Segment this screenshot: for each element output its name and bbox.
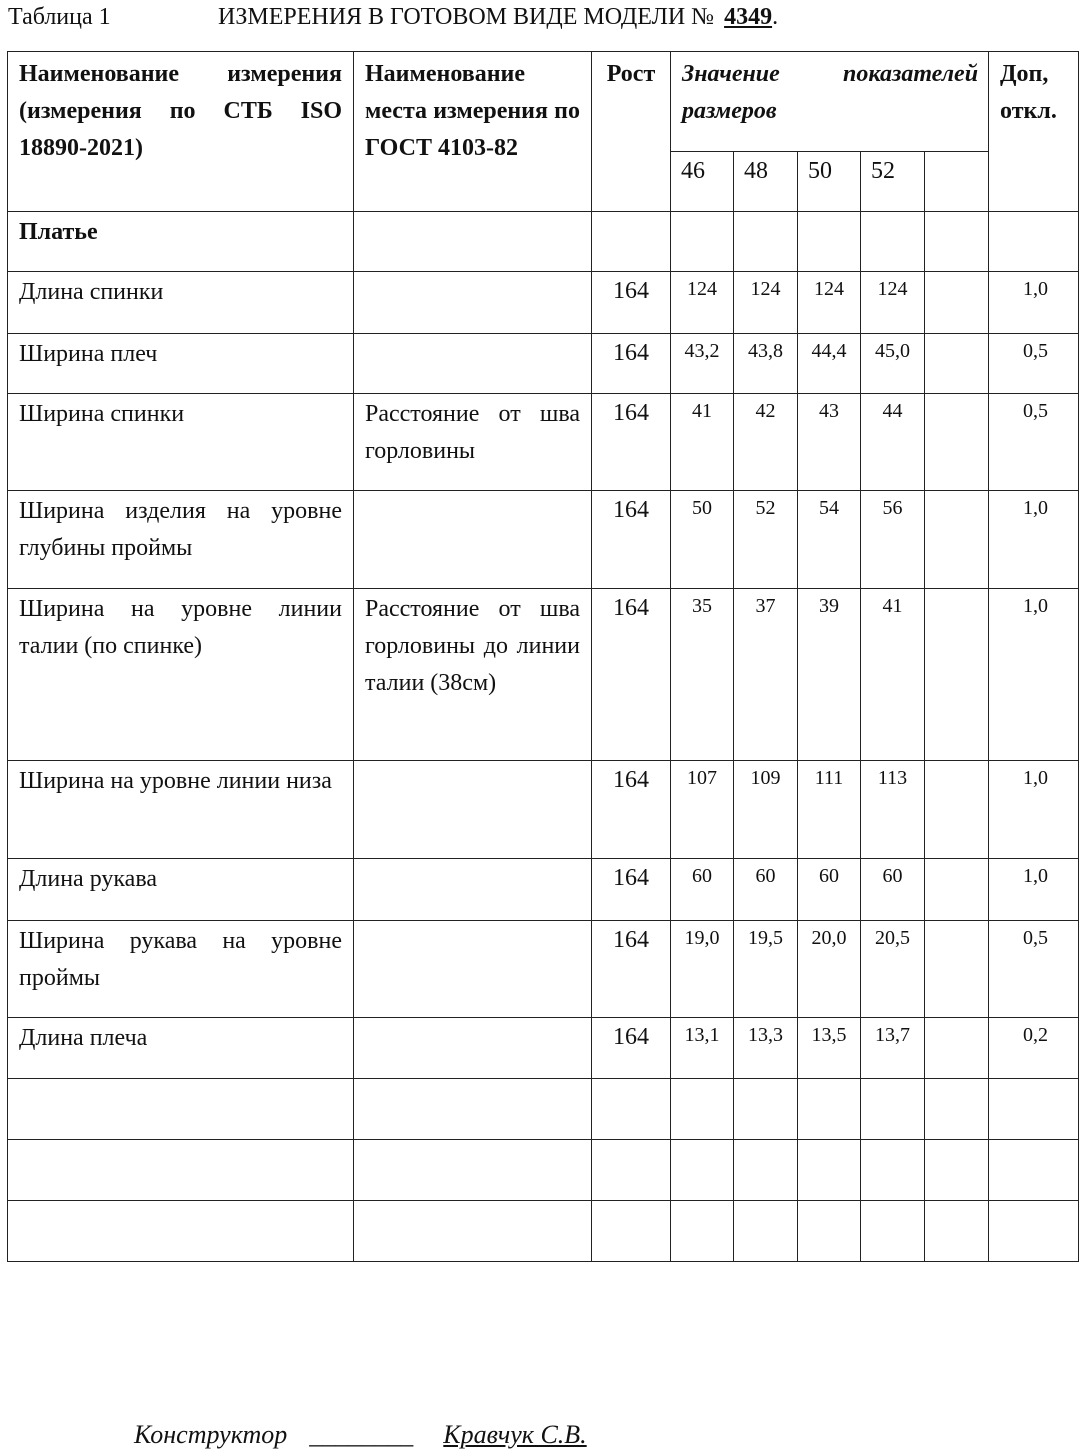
measurement-place: Расстояние от шва горловины до линии талии (38см) <box>354 589 592 761</box>
table-row <box>8 859 1079 921</box>
tolerance-value: 0,2 <box>989 1018 1079 1079</box>
size-value: 43 <box>798 394 861 491</box>
signer-name: Кравчук С.В. <box>443 1420 587 1449</box>
size-value: 44 <box>861 394 925 491</box>
size-52: 52 <box>861 152 925 212</box>
size-value: 13,7 <box>861 1018 925 1079</box>
size-value: 44,4 <box>798 334 861 394</box>
size-value: 37 <box>734 589 798 761</box>
header-tolerance: Доп, откл. <box>989 52 1079 212</box>
model-number: 4349 <box>724 4 773 30</box>
table-label: Таблица 1 <box>8 4 111 30</box>
header-measurement-name: Наименование измерения (измерения по СТБ ISO 18890-2021) <box>8 52 354 212</box>
size-value: 43,2 <box>671 334 734 394</box>
size-value: 60 <box>861 859 925 921</box>
value-empty <box>925 491 989 589</box>
height-value: 164 <box>592 761 671 859</box>
size-value: 113 <box>861 761 925 859</box>
tolerance-value: 1,0 <box>989 859 1079 921</box>
size-value: 13,5 <box>798 1018 861 1079</box>
section-row <box>8 212 1079 272</box>
table-row <box>8 761 1079 859</box>
empty-row <box>8 1140 1079 1201</box>
size-value: 42 <box>734 394 798 491</box>
size-46: 46 <box>671 152 734 212</box>
tolerance-value: 1,0 <box>989 272 1079 334</box>
size-value: 111 <box>798 761 861 859</box>
section-title: Платье <box>8 212 354 272</box>
measurement-place <box>354 334 592 394</box>
size-value: 54 <box>798 491 861 589</box>
table-row <box>8 589 1079 761</box>
value-empty <box>925 272 989 334</box>
title-end: . <box>772 4 779 30</box>
size-value: 50 <box>671 491 734 589</box>
size-value: 45,0 <box>861 334 925 394</box>
tolerance-value: 1,0 <box>989 589 1079 761</box>
size-value: 60 <box>671 859 734 921</box>
size-value: 20,5 <box>861 921 925 1018</box>
title-text: ИЗМЕРЕНИЯ В ГОТОВОМ ВИДЕ МОДЕЛИ № <box>218 4 715 30</box>
table-row <box>8 394 1079 491</box>
height-value: 164 <box>592 334 671 394</box>
size-value: 35 <box>671 589 734 761</box>
value-empty <box>925 859 989 921</box>
header-place-name: Наименование места измерения по ГОСТ 4103-82 <box>354 52 592 212</box>
size-48: 48 <box>734 152 798 212</box>
table-row <box>8 272 1079 334</box>
table-caption <box>0 2 1087 38</box>
size-value: 124 <box>734 272 798 334</box>
size-value: 107 <box>671 761 734 859</box>
measurement-name: Ширина на уровне линии низа <box>8 761 354 859</box>
tolerance-value: 0,5 <box>989 334 1079 394</box>
height-value: 164 <box>592 491 671 589</box>
measurement-name: Ширина на уровне линии талии (по спинке) <box>8 589 354 761</box>
empty-row <box>8 1079 1079 1140</box>
value-empty <box>925 394 989 491</box>
document-title <box>218 4 778 31</box>
table-row <box>8 491 1079 589</box>
value-empty <box>925 1018 989 1079</box>
measurement-name: Длина рукава <box>8 859 354 921</box>
measurement-place <box>354 491 592 589</box>
measurement-place <box>354 761 592 859</box>
height-value: 164 <box>592 394 671 491</box>
tolerance-value: 0,5 <box>989 394 1079 491</box>
measurement-place <box>354 921 592 1018</box>
height-value: 164 <box>592 589 671 761</box>
table-row <box>8 921 1079 1018</box>
height-value: 164 <box>592 1018 671 1079</box>
size-value: 124 <box>861 272 925 334</box>
tolerance-value: 1,0 <box>989 761 1079 859</box>
size-value: 60 <box>734 859 798 921</box>
size-value: 124 <box>798 272 861 334</box>
size-value: 124 <box>671 272 734 334</box>
size-value: 19,0 <box>671 921 734 1018</box>
header-row <box>8 52 1079 152</box>
height-value: 164 <box>592 921 671 1018</box>
size-value: 41 <box>671 394 734 491</box>
header-height: Рост <box>592 52 671 212</box>
signature-line <box>134 1420 587 1450</box>
size-value: 19,5 <box>734 921 798 1018</box>
signer-role: Конструктор <box>134 1420 288 1449</box>
size-value: 109 <box>734 761 798 859</box>
size-value: 56 <box>861 491 925 589</box>
tolerance-value: 0,5 <box>989 921 1079 1018</box>
size-value: 52 <box>734 491 798 589</box>
table-row <box>8 1018 1079 1079</box>
measurement-name: Ширина плеч <box>8 334 354 394</box>
measurement-place: Расстояние от шва горловины <box>354 394 592 491</box>
measurement-place <box>354 859 592 921</box>
measurement-name: Длина спинки <box>8 272 354 334</box>
tolerance-value: 1,0 <box>989 491 1079 589</box>
value-empty <box>925 761 989 859</box>
size-value: 43,8 <box>734 334 798 394</box>
size-value: 60 <box>798 859 861 921</box>
table-row <box>8 334 1079 394</box>
size-value: 13,1 <box>671 1018 734 1079</box>
signature-blank: ________ <box>309 1420 414 1449</box>
value-empty <box>925 921 989 1018</box>
size-value: 20,0 <box>798 921 861 1018</box>
measurements-table <box>7 51 1079 1262</box>
value-empty <box>925 334 989 394</box>
size-empty <box>925 152 989 212</box>
measurement-name: Длина плеча <box>8 1018 354 1079</box>
size-50: 50 <box>798 152 861 212</box>
size-value: 13,3 <box>734 1018 798 1079</box>
value-empty <box>925 589 989 761</box>
measurement-name: Ширина рукава на уровне проймы <box>8 921 354 1018</box>
measurement-name: Ширина спинки <box>8 394 354 491</box>
header-size-values: Значение показателей размеров <box>671 52 989 152</box>
height-value: 164 <box>592 272 671 334</box>
measurement-place <box>354 1018 592 1079</box>
height-value: 164 <box>592 859 671 921</box>
size-value: 41 <box>861 589 925 761</box>
size-value: 39 <box>798 589 861 761</box>
measurement-place <box>354 272 592 334</box>
empty-row <box>8 1201 1079 1262</box>
measurement-name: Ширина изделия на уровне глубины проймы <box>8 491 354 589</box>
